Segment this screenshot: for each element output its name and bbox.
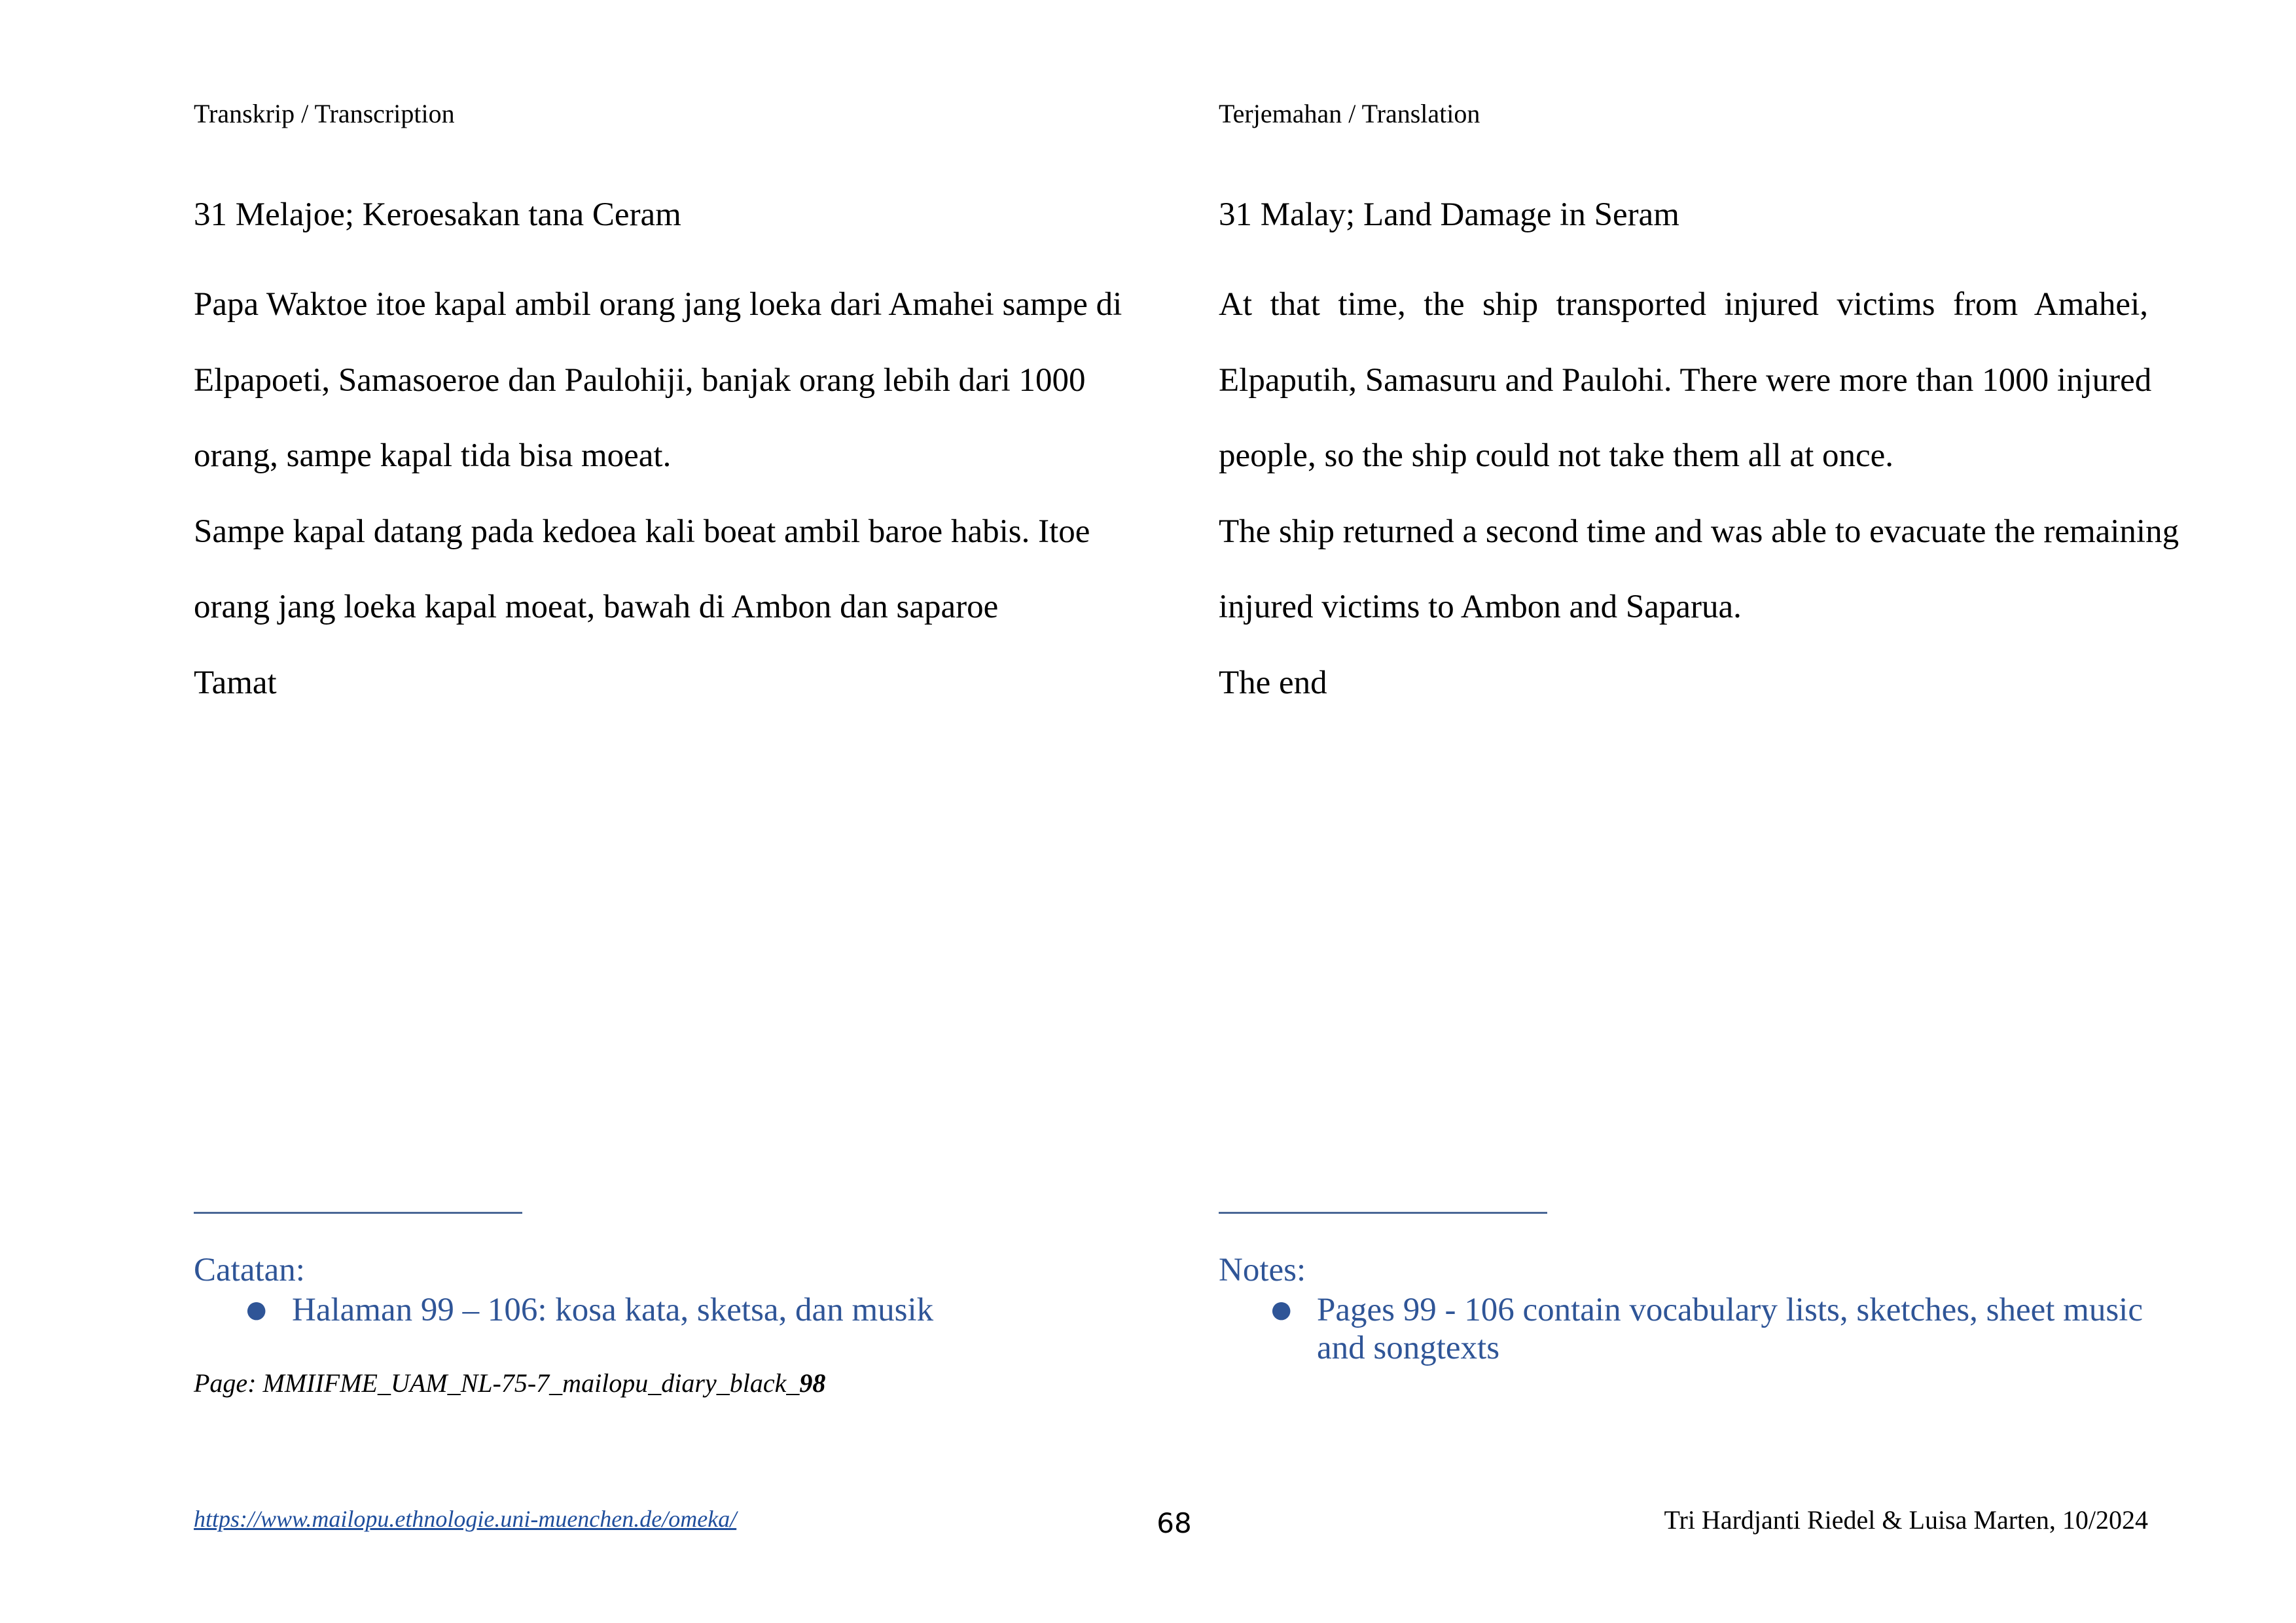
archive-link[interactable]: https://www.mailopu.ethnologie.uni-muenchen.de/omeka/: [194, 1506, 737, 1532]
translation-body: [1219, 267, 2179, 721]
authors-credit: Tri Hardjanti Riedel & Luisa Marten, 10/2024: [1664, 1505, 2148, 1535]
notes-heading: Notes:: [1219, 1252, 1306, 1288]
note-item-text: Pages 99 - 106 contain vocabulary lists, sketches, sheet music and songtexts: [1317, 1292, 2143, 1366]
translation-line: injured victims to Ambon and Saparua.: [1219, 589, 1742, 625]
transcription-title: 31 Melajoe; Keroesakan tana Ceram: [194, 196, 681, 233]
transcription-line: Papa Waktoe itoe kapal ambil orang jang loeka dari Amahei sampe di: [194, 286, 1122, 323]
translation-line: The end: [1219, 664, 1327, 701]
notes-heading: Catatan:: [194, 1252, 305, 1288]
transcription-line: Sampe kapal datang pada kedoea kali boeat ambil baroe habis. Itoe: [194, 513, 1090, 550]
footnote-divider: [194, 1212, 522, 1214]
translation-column: [1219, 0, 2179, 1623]
transcription-line: Elpapoeti, Samasoeroe dan Paulohiji, banjak orang lebih dari 1000: [194, 361, 1086, 399]
transcription-line: orang, sampe kapal tida bisa moeat.: [194, 437, 672, 474]
footnote-divider: [1219, 1212, 1547, 1214]
notes-list: [194, 1291, 1110, 1329]
page-number: 68: [1157, 1507, 1192, 1539]
transcription-line: orang jang loeka kapal moeat, bawah di Ambon dan saparoe: [194, 589, 999, 625]
page-reference-prefix: Page: MMIIFME_UAM_NL-75-7_mailopu_diary_black_: [194, 1368, 800, 1398]
translation-header: Terjemahan / Translation: [1219, 99, 1480, 128]
transcription-line: Tamat: [194, 664, 277, 701]
transcription-header: Transkrip / Transcription: [194, 99, 455, 128]
translation-title: 31 Malay; Land Damage in Seram: [1219, 196, 1679, 233]
note-item-text: Halaman 99 – 106: kosa kata, sketsa, dan musik: [292, 1292, 934, 1328]
page-reference: [194, 1367, 825, 1400]
notes-list: [1219, 1291, 2148, 1367]
bullet-icon: ●: [246, 1296, 267, 1323]
translation-line: Elpaputih, Samasuru and Paulohi. There were more than 1000 injured: [1219, 361, 2152, 399]
note-item: [1219, 1291, 2148, 1367]
note-item: [194, 1291, 1110, 1329]
bullet-icon: ●: [1271, 1296, 1292, 1323]
transcription-body: [194, 267, 1122, 721]
page-reference-number: 98: [799, 1368, 826, 1398]
transcription-column: [194, 0, 1122, 1623]
translation-line: The ship returned a second time and was able to evacuate the remaining: [1219, 513, 2179, 550]
translation-line: At that time, the ship transported injured victims from Amahei,: [1219, 286, 2148, 323]
translation-line: people, so the ship could not take them all at once.: [1219, 437, 1894, 474]
